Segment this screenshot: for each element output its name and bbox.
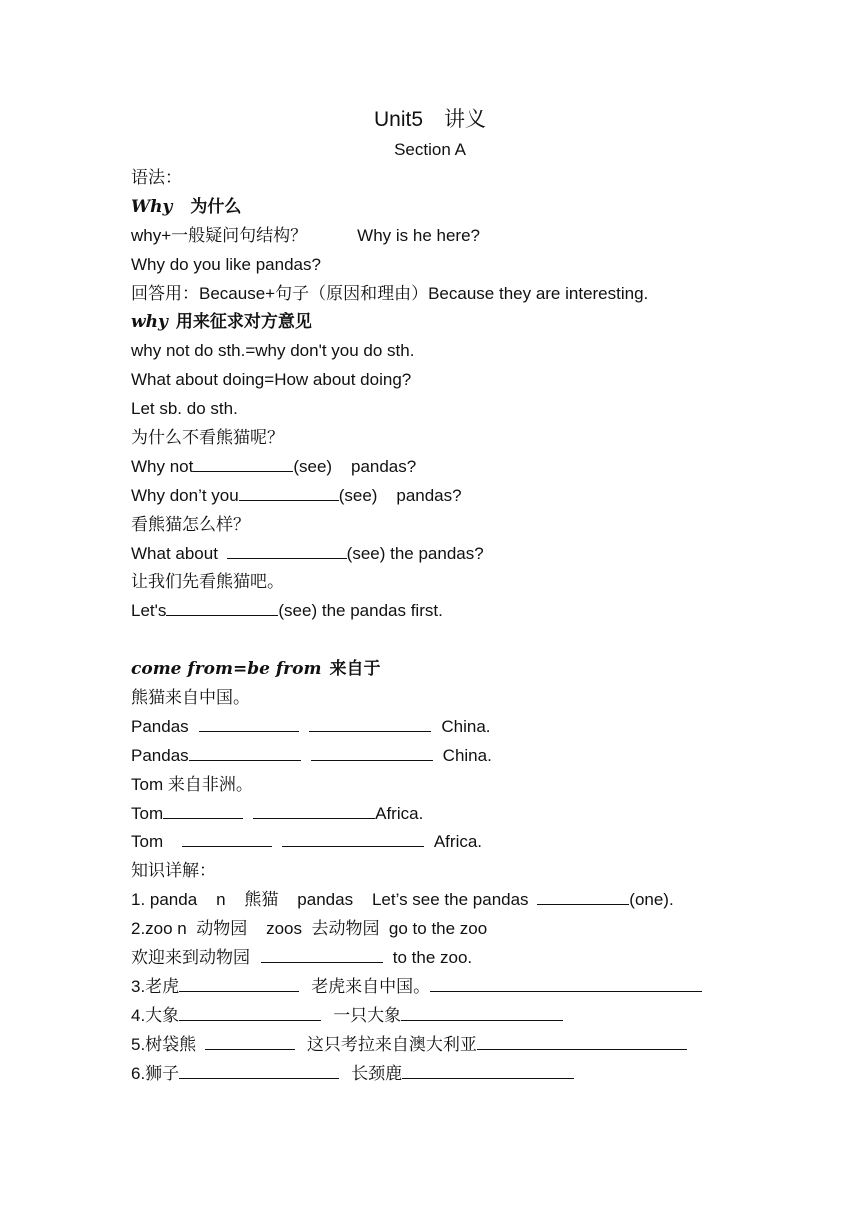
- answer-line: 回答用：Because+句子（原因和理由）Because they are interesting.: [131, 283, 649, 303]
- why-advice-heading: [131, 308, 831, 337]
- why-example: Why is he here?: [357, 225, 481, 245]
- knowledge-item-3-sentence: 老虎来自中国。: [311, 976, 431, 996]
- exercise-2-prefix: Why don’t you: [131, 485, 239, 505]
- cn-question-2: 看熊猫怎么样？: [131, 514, 250, 534]
- knowledge-item-2: 2.zoo n 动物园 zoos 去动物园 go to the zoo: [131, 919, 488, 939]
- knowledge-item-2b-suffix: to the zoo.: [392, 948, 473, 968]
- exercise-1: [131, 453, 831, 482]
- why-question: Why do you like pandas?: [131, 254, 321, 274]
- grammar-label: 语法：: [131, 168, 182, 187]
- tom-line-1-suffix: Africa.: [375, 803, 424, 823]
- knowledge-item-6-word2: 长颈鹿: [351, 1063, 403, 1083]
- knowledge-item-2b-prefix: 欢迎来到动物园: [131, 948, 255, 968]
- blank-field[interactable]: [227, 540, 347, 559]
- tom-line-2: [131, 828, 831, 857]
- document-title: Unit5 讲义: [373, 108, 487, 131]
- cn-question-1: 为什么不看熊猫呢？: [131, 428, 284, 448]
- panda-line-1-prefix: Pandas: [131, 716, 194, 736]
- why-heading-en: Why: [131, 196, 173, 217]
- knowledge-item-3: [131, 973, 831, 1002]
- tom-line-2-prefix: Tom: [131, 832, 168, 852]
- knowledge-item-3-word: 3.老虎: [131, 976, 180, 996]
- exercise-4-prefix: Let's: [131, 601, 167, 621]
- blank-field[interactable]: [205, 1031, 295, 1050]
- blank-field[interactable]: [179, 1002, 321, 1021]
- blank-field[interactable]: [239, 482, 339, 501]
- advice-line-1: why not do sth.=why don't you do sth.: [131, 341, 415, 361]
- advice-line-2: What about doing=How about doing?: [131, 370, 412, 390]
- blank-field[interactable]: [193, 453, 293, 472]
- blank-field[interactable]: [402, 1060, 574, 1079]
- come-from-cn: 来自于: [329, 659, 381, 679]
- tom-line-1: [131, 800, 831, 829]
- blank-field[interactable]: [166, 597, 278, 616]
- panda-line-2: [131, 742, 831, 771]
- why-heading: [131, 193, 831, 222]
- panda-line-2-suffix: China.: [442, 745, 492, 765]
- knowledge-item-1-text: 1. panda n 熊猫 pandas Let’s see the pandas: [131, 890, 534, 910]
- blank-field[interactable]: [163, 800, 243, 819]
- exercise-3: [131, 540, 831, 569]
- knowledge-item-6-word: 6.狮子: [131, 1063, 180, 1083]
- blank-field[interactable]: [311, 742, 433, 761]
- exercise-3-suffix: (see) the pandas?: [346, 543, 484, 563]
- blank-field[interactable]: [401, 1002, 563, 1021]
- knowledge-item-4: [131, 1002, 831, 1031]
- knowledge-item-2b: [131, 944, 831, 973]
- knowledge-label: 知识详解：: [131, 861, 216, 881]
- blank-field[interactable]: [179, 973, 299, 992]
- blank-field[interactable]: [253, 800, 375, 819]
- blank-field[interactable]: [179, 1060, 339, 1079]
- spacer-line: [131, 626, 831, 655]
- blank-field[interactable]: [282, 828, 424, 847]
- why-heading-cn: 为什么: [190, 196, 242, 216]
- come-from-en: come from=be from: [131, 659, 322, 680]
- blank-field[interactable]: [477, 1031, 687, 1050]
- exercise-3-prefix: What about: [131, 543, 223, 563]
- exercise-2: [131, 482, 831, 511]
- content-body: [131, 164, 831, 1089]
- tom-line-1-prefix: Tom: [131, 803, 164, 823]
- blank-field[interactable]: [430, 973, 702, 992]
- why-advice-en: why: [131, 312, 168, 333]
- knowledge-item-4-phrase: 一只大象: [333, 1005, 402, 1025]
- cn-question-3: 让我们先看熊猫吧。: [131, 572, 284, 592]
- blank-field[interactable]: [189, 742, 301, 761]
- knowledge-item-1-suffix: (one).: [629, 890, 674, 910]
- come-from-heading: [131, 655, 831, 684]
- knowledge-item-5-word: 5.树袋熊: [131, 1034, 201, 1054]
- tom-line-2-suffix: Africa.: [433, 832, 483, 852]
- exercise-1-prefix: Why not: [131, 456, 194, 476]
- panda-line-1: [131, 713, 831, 742]
- panda-line-2-prefix: Pandas: [131, 745, 189, 765]
- knowledge-item-4-word: 4.大象: [131, 1005, 180, 1025]
- exercise-4-suffix: (see) the pandas first.: [278, 601, 443, 621]
- knowledge-item-1: [131, 886, 831, 915]
- blank-field[interactable]: [537, 886, 629, 905]
- blank-field[interactable]: [199, 713, 299, 732]
- exercise-4: [131, 597, 831, 626]
- knowledge-item-6: [131, 1060, 831, 1089]
- panda-line-1-suffix: China.: [441, 716, 491, 736]
- cn-panda-sentence: 熊猫来自中国。: [131, 688, 250, 708]
- document-subtitle: Section A: [394, 140, 466, 159]
- exercise-1-suffix: (see) pandas?: [293, 456, 417, 476]
- blank-field[interactable]: [261, 944, 383, 963]
- why-structure: why+一般疑问句结构？: [131, 225, 308, 245]
- exercise-2-suffix: (see) pandas?: [338, 485, 462, 505]
- why-advice-cn: 用来征求对方意见: [175, 312, 312, 332]
- advice-line-3: Let sb. do sth.: [131, 399, 238, 419]
- blank-field[interactable]: [182, 828, 272, 847]
- cn-tom-sentence: Tom 来自非洲。: [131, 774, 253, 794]
- blank-field[interactable]: [309, 713, 431, 732]
- knowledge-item-5: [131, 1031, 831, 1060]
- knowledge-item-5-sentence: 这只考拉来自澳大利亚: [306, 1034, 477, 1054]
- why-structure-line: [131, 222, 831, 251]
